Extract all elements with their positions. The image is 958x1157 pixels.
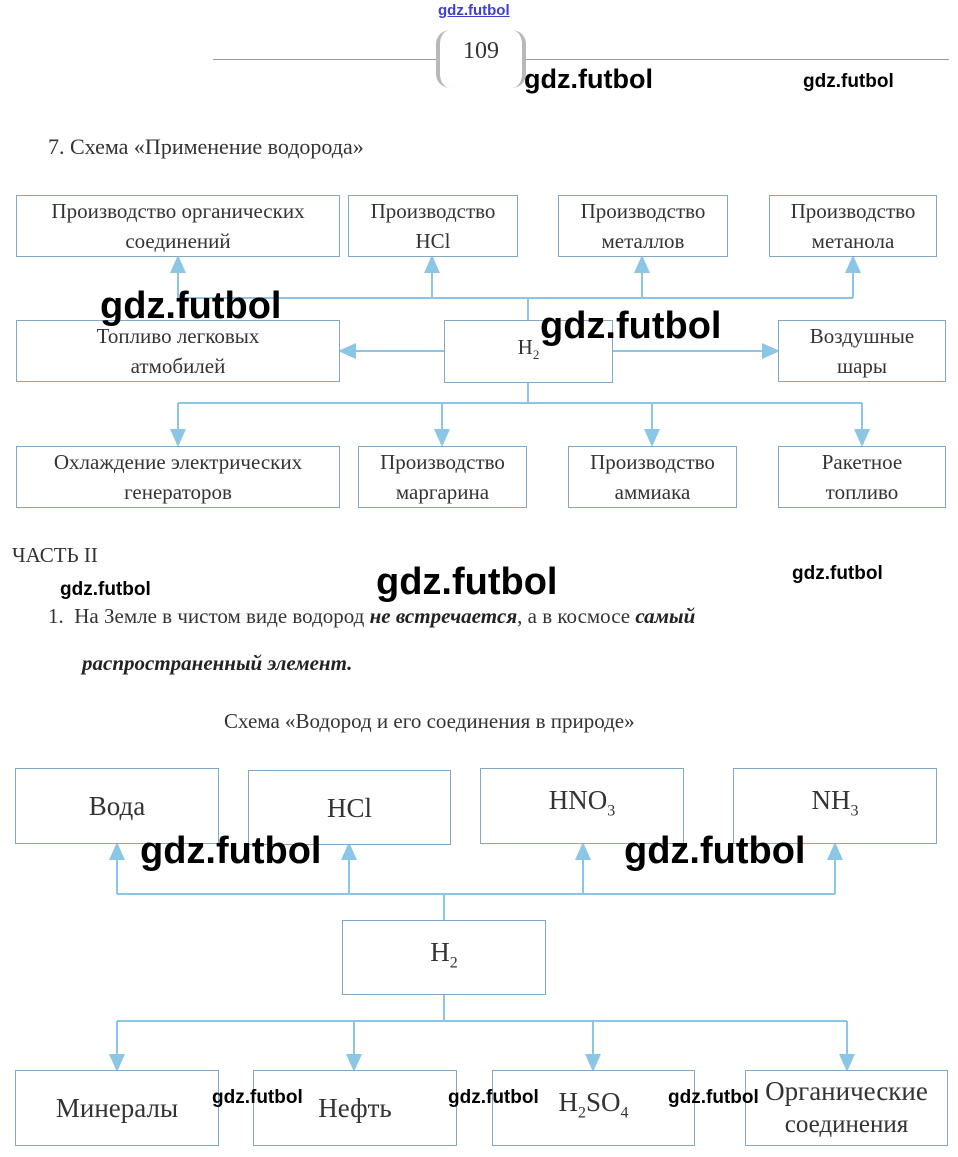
part2-item1-line2: распространенный элемент. bbox=[82, 651, 353, 675]
box-h2-center-2: $H_2$ bbox=[342, 920, 546, 995]
watermark: gdz.futbol bbox=[668, 1087, 759, 1108]
box-car-fuel: Топливо легковых атмобилей bbox=[16, 320, 340, 382]
box-minerals: Минералы bbox=[15, 1070, 219, 1146]
box-ammonia-production: Производство аммиака bbox=[568, 446, 737, 508]
watermark: gdz.futbol bbox=[803, 71, 894, 92]
watermark: gdz.futbol bbox=[376, 561, 558, 603]
watermark: gdz.futbol bbox=[524, 64, 653, 94]
part2-item1-line1: 1. На Земле в чистом виде водород не встречается, а в космосе самый bbox=[48, 604, 696, 628]
part2-heading: ЧАСТЬ II bbox=[12, 543, 98, 567]
box-h2-center: $H_2$ bbox=[444, 320, 613, 383]
section7-title: 7. Схема «Применение водорода» bbox=[48, 134, 364, 159]
watermark: gdz.futbol bbox=[60, 579, 151, 600]
scheme2-title: Схема «Водород и его соединения в природе» bbox=[224, 709, 635, 733]
box-water: Вода bbox=[15, 768, 219, 844]
box-nh3: $NH_3$ bbox=[733, 768, 937, 844]
box-margarine-production: Производство маргарина bbox=[358, 446, 527, 508]
watermark: gdz.futbol bbox=[448, 1087, 539, 1108]
watermark: gdz.futbol bbox=[140, 830, 322, 872]
top-watermark: gdz.futbol bbox=[438, 2, 510, 19]
box-rocket-fuel: Ракетное топливо bbox=[778, 446, 946, 508]
watermark: gdz.futbol bbox=[100, 285, 282, 327]
box-oil: Нефть bbox=[253, 1070, 457, 1146]
page-number: 109 bbox=[463, 38, 499, 64]
watermark: gdz.futbol bbox=[540, 305, 722, 347]
watermark: gdz.futbol bbox=[624, 830, 806, 872]
box-organic: Органические соединения bbox=[745, 1070, 948, 1146]
box-h2so4: $H_2SO_4$ bbox=[492, 1070, 695, 1146]
box-hcl-production: Производство HCl bbox=[348, 195, 518, 257]
box-organic-compounds: Производство органических соединений bbox=[16, 195, 340, 257]
watermark: gdz.futbol bbox=[792, 563, 883, 584]
box-metals-production: Производство металлов bbox=[558, 195, 728, 257]
box-methanol-production: Производство метанола bbox=[769, 195, 937, 257]
box-hcl: HCl bbox=[248, 770, 451, 845]
box-generator-cooling: Охлаждение электрических генераторов bbox=[16, 446, 340, 508]
box-hno3: $HNO_3$ bbox=[480, 768, 684, 844]
watermark: gdz.futbol bbox=[212, 1087, 303, 1108]
box-balloons: Воздушные шары bbox=[778, 320, 946, 382]
